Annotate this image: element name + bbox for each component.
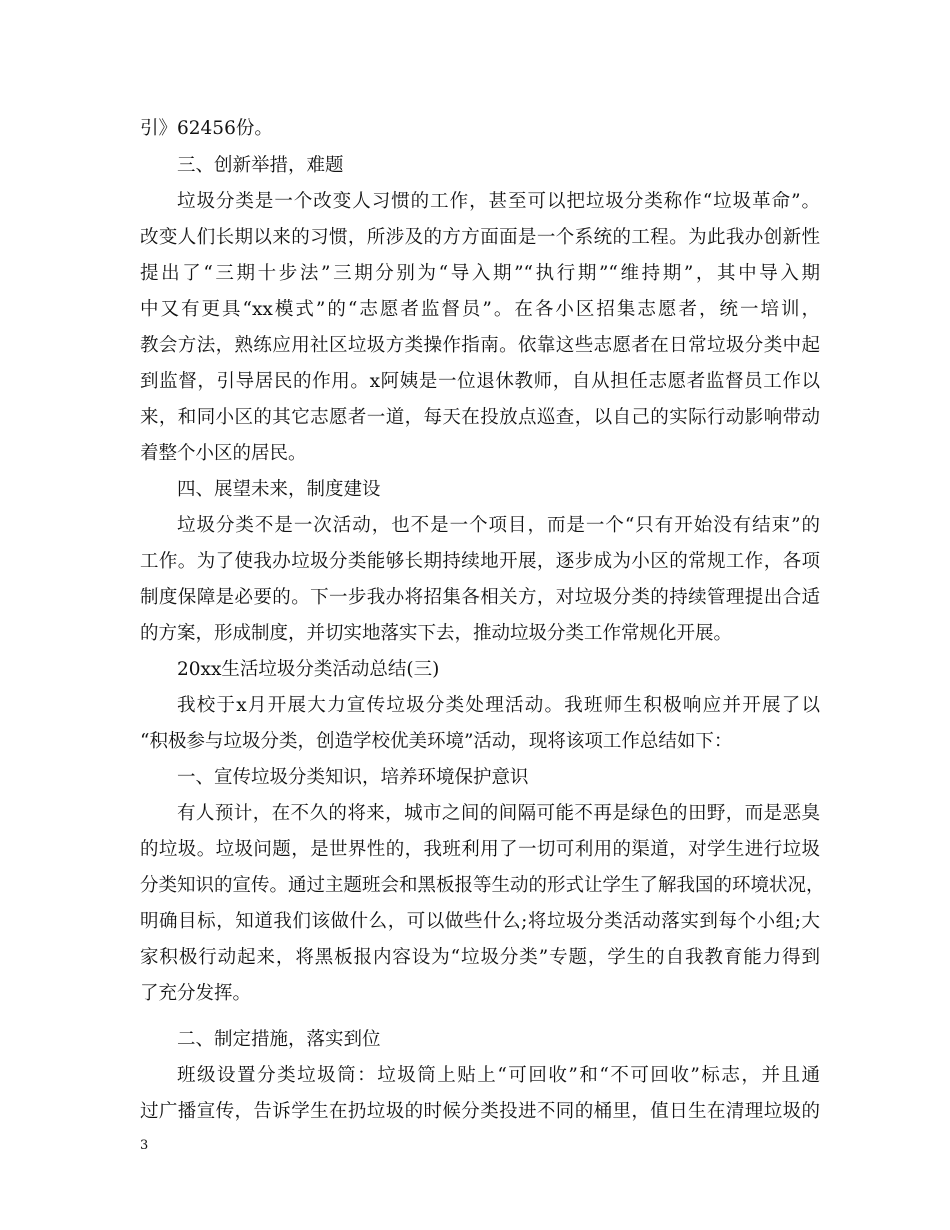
text-line: 中又有更具“xx模式”的“志愿者监督员”。在各小区招集志愿者，统一培训， [140,299,820,320]
section-heading: 一、宣传垃圾分类知识，培养环境保护意识 [177,767,529,788]
text-line: 有人预计，在不久的将来，城市之间的间隔可能不再是绿色的田野，而是恶臭 [177,803,820,824]
text-line: 改变人们长期以来的习惯，所涉及的方方面面是一个系统的工程。为此我办创新性 [140,227,820,248]
text-line: 了充分发挥。 [140,983,252,1004]
text-line: 班级设置分类垃圾筒：垃圾筒上贴上“可回收”和“不可回收”标志，并且通 [177,1065,820,1086]
text-line: 垃圾分类不是一次活动，也不是一个项目，而是一个“只有开始没有结束”的 [177,515,820,536]
text-line: “积极参与垃圾分类，创造学校优美环境”活动，现将该项工作总结如下： [140,731,733,752]
section-heading: 四、展望未来，制度建设 [177,479,381,500]
text-line: 工作。为了使我办垃圾分类能够长期持续地开展，逐步成为小区的常规工作，各项 [140,551,820,572]
text-line: 垃圾分类是一个改变人习惯的工作，甚至可以把垃圾分类称作“垃圾革命”。 [177,191,820,212]
text-line: 引》62456份。 [140,118,273,139]
text-line: 制度保障是必要的。下一步我办将招集各相关方，对垃圾分类的持续管理提出合适 [140,587,820,608]
section-heading: 二、制定措施，落实到位 [177,1029,381,1050]
text-line: 来，和同小区的其它志愿者一道，每天在投放点巡查，以自己的实际行动影响带动 [140,407,820,428]
section-title: 20xx生活垃圾分类活动总结(三) [177,659,440,680]
text-line: 明确目标，知道我们该做什么，可以做些什么;将垃圾分类活动落实到每个小组;大 [140,911,820,932]
text-line: 分类知识的宣传。通过主题班会和黑板报等生动的形式让学生了解我国的环境状况， [140,875,825,896]
text-line: 家积极行动起来，将黑板报内容设为“垃圾分类”专题，学生的自我教育能力得到 [140,947,820,968]
section-heading: 三、创新举措，难题 [177,155,344,176]
text-line: 到监督，引导居民的作用。x阿姨是一位退休教师，自从担任志愿者监督员工作以 [140,371,820,392]
text-line: 着整个小区的居民。 [140,443,307,464]
text-line: 我校于x月开展大力宣传垃圾分类处理活动。我班师生积极响应并开展了以 [177,695,820,716]
text-line: 的垃圾。垃圾问题，是世界性的，我班利用了一切可利用的渠道，对学生进行垃圾 [140,839,820,860]
text-line: 教会方法，熟练应用社区垃圾方类操作指南。依靠这些志愿者在日常垃圾分类中起 [140,335,820,356]
text-line: 提出了“三期十步法”三期分别为“导入期”“执行期”“维持期”，其中导入期 [140,263,820,284]
text-line: 的方案，形成制度，并切实地落实下去，推动垃圾分类工作常规化开展。 [140,623,733,644]
text-line: 过广播宣传，告诉学生在扔垃圾的时候分类投进不同的桶里，值日生在清理垃圾的 [140,1101,820,1122]
page-number: 3 [140,1138,149,1153]
